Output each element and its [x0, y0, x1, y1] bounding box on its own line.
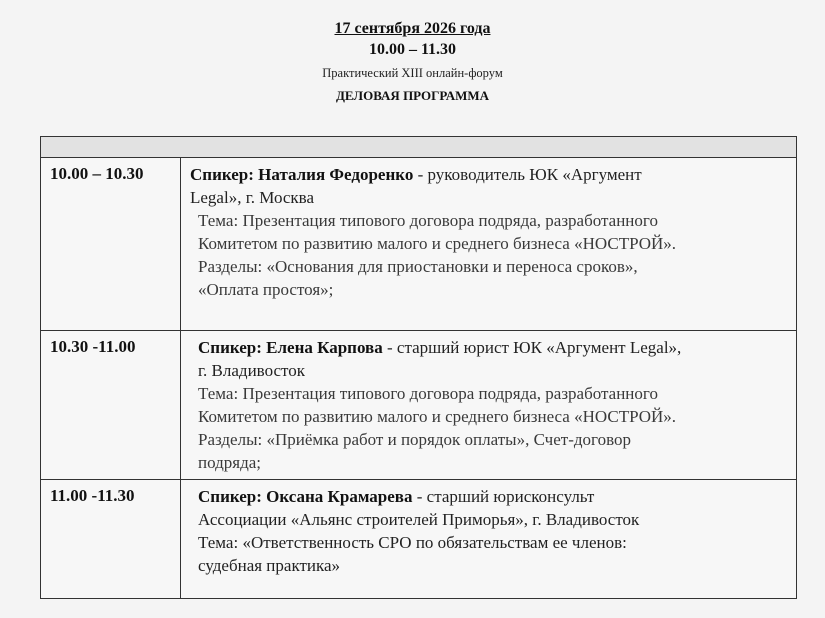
- table-header-row: [41, 137, 796, 158]
- speaker-label: Спикер:: [198, 487, 262, 506]
- session-row-3: [41, 480, 796, 598]
- session-details: [182, 158, 796, 330]
- session-row-1: [41, 158, 796, 331]
- session-time: 10.30 -11.00: [41, 331, 181, 479]
- speaker-role: - руководитель ЮК «Аргумент: [413, 165, 642, 184]
- time-heading: 10.00 – 11.30: [368, 41, 457, 58]
- session-time: 11.00 -11.30: [41, 480, 181, 598]
- topic-line: Разделы: «Приёмка работ и порядок оплаты», Счет-договор: [198, 430, 631, 449]
- speaker-label: Спикер:: [190, 165, 254, 184]
- speaker-role-cont: г. Владивосток: [198, 361, 306, 380]
- session-details: [182, 331, 796, 479]
- topic-line: Разделы: «Основания для приостановки и переноса сроков»,: [198, 257, 638, 276]
- speaker-name: Наталия Федоренко: [258, 165, 414, 184]
- date-heading: 17 сентября 2026 года: [334, 20, 491, 37]
- topic-line: подряда;: [198, 453, 261, 472]
- topic-line: Тема: Презентация типового договора подряда, разработанного: [198, 211, 658, 230]
- forum-title: Практический XIII онлайн-форум: [322, 66, 503, 80]
- speaker-line: [190, 336, 788, 359]
- speaker-role-cont: Ассоциации «Альянс строителей Приморья», г. Владивосток: [198, 510, 640, 529]
- session-details: [182, 480, 796, 598]
- topic-line: судебная практика»: [198, 556, 341, 575]
- topic-line: Комитетом по развитию малого и среднего бизнеса «НОСТРОЙ».: [198, 234, 677, 253]
- topic-line: Тема: Презентация типового договора подряда, разработанного: [198, 384, 658, 403]
- speaker-name: Елена Карпова: [266, 338, 383, 357]
- speaker-role: - старший юрист ЮК «Аргумент Legal»,: [382, 338, 682, 357]
- topic-line: Комитетом по развитию малого и среднего бизнеса «НОСТРОЙ».: [198, 407, 677, 426]
- topic-line: «Оплата простоя»;: [198, 280, 334, 299]
- speaker-role-cont: Legal», г. Москва: [190, 188, 315, 207]
- speaker-label: Спикер:: [198, 338, 262, 357]
- schedule-table: [40, 136, 797, 599]
- session-row-2: [41, 331, 796, 480]
- program-title: ДЕЛОВАЯ ПРОГРАММА: [335, 88, 490, 103]
- topic-line: Тема: «Ответственность СРО по обязательствам ее членов:: [198, 533, 627, 552]
- session-time: 10.00 – 10.30: [41, 158, 181, 330]
- speaker-role: - старший юрисконсульт: [412, 487, 595, 506]
- speaker-name: Оксана Крамарева: [266, 487, 413, 506]
- speaker-line: [190, 485, 788, 508]
- speaker-line: [190, 163, 788, 186]
